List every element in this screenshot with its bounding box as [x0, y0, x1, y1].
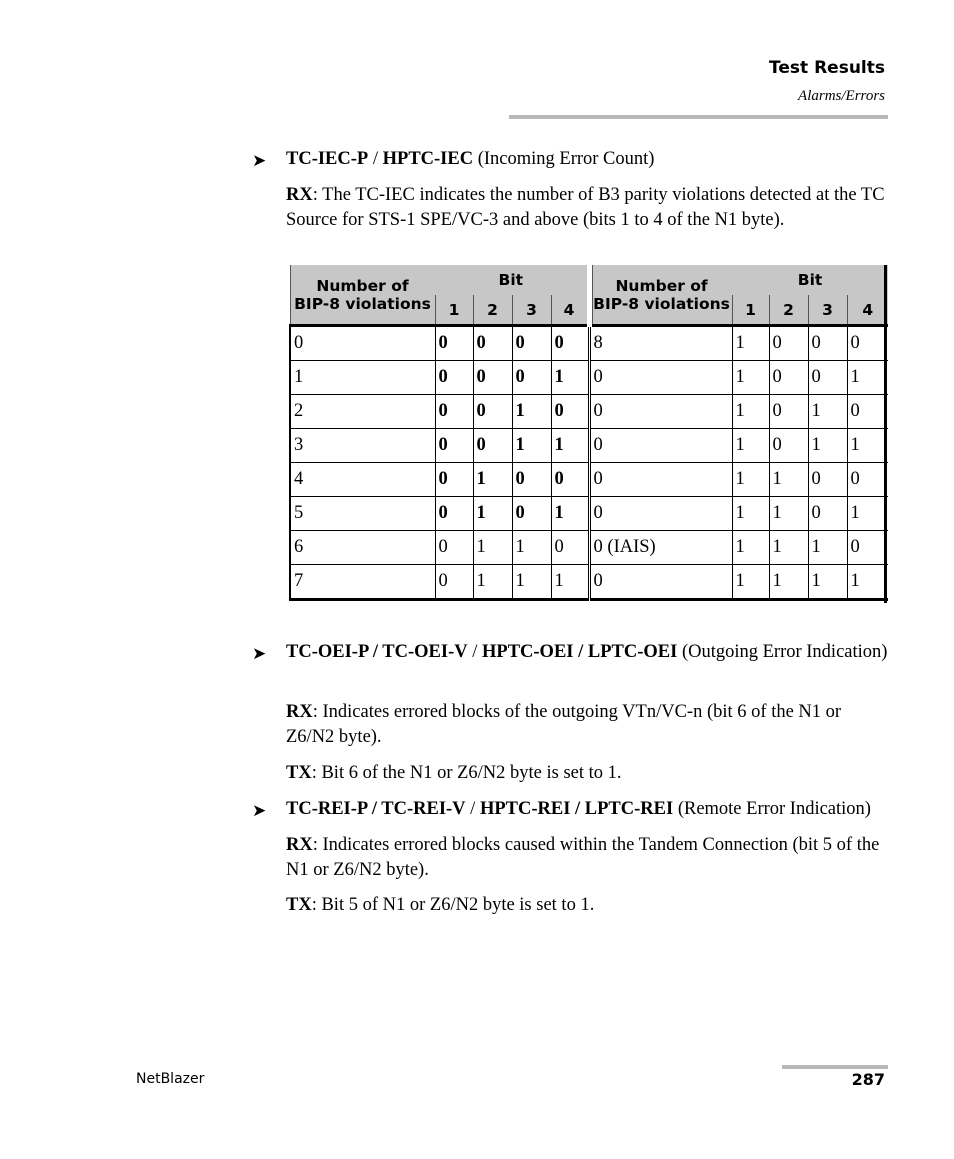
- bold-term: TC-OEI-P / TC-OEI-V: [286, 642, 468, 662]
- text-run: (Incoming Error Count): [473, 149, 655, 169]
- bold-term: RX: [286, 185, 313, 205]
- violation-count-cell: 6: [290, 531, 435, 565]
- bit-value-cell: 1: [732, 395, 769, 429]
- violation-count-cell: 8: [589, 326, 732, 361]
- text-run: (Outgoing Error Indication): [677, 642, 888, 662]
- bit-value-cell: 0: [808, 326, 847, 361]
- violation-count-cell: 3: [290, 429, 435, 463]
- bit-value-cell: 0: [808, 497, 847, 531]
- bit-value-cell: 0: [473, 326, 512, 361]
- bit-value-cell: 0: [473, 429, 512, 463]
- bit-value-cell: 0: [435, 361, 473, 395]
- text-run: : Bit 5 of N1 or Z6/N2 byte is set to 1.: [311, 895, 595, 915]
- bit-value-cell: 0: [512, 463, 551, 497]
- table-row: [290, 429, 888, 463]
- bit-value-cell: 1: [512, 565, 551, 600]
- bullet-arrow-icon: ➤: [252, 644, 267, 663]
- violation-count-cell: 2: [290, 395, 435, 429]
- bit-value-cell: 0: [512, 361, 551, 395]
- bit-value-cell: 1: [551, 361, 589, 395]
- table-row: [290, 531, 888, 565]
- bit-value-cell: 0: [769, 361, 808, 395]
- bit-value-cell: 1: [769, 463, 808, 497]
- section-heading-tc-iec: [286, 147, 891, 172]
- section-paragraph-tx-tc-rei: [286, 893, 891, 918]
- bit-value-cell: 1: [847, 429, 888, 463]
- violation-count-cell: 1: [290, 361, 435, 395]
- bit-value-cell: 1: [473, 497, 512, 531]
- bit-number-header: 4: [551, 295, 589, 326]
- column-header-bit-left: Bit: [435, 265, 589, 295]
- text-run: : The TC-IEC indicates the number of B3 parity violations detected at the TC Source for STS-1 SPE/VC-3 and above (bits 1 to 4 of the N1 byte).: [286, 185, 885, 230]
- bullet-arrow-icon: ➤: [252, 801, 267, 820]
- bit-value-cell: 1: [551, 497, 589, 531]
- footer-page-number: 287: [851, 1070, 885, 1089]
- bit-value-cell: 1: [769, 531, 808, 565]
- column-header-violations-right: Number of BIP-8 violations: [589, 265, 732, 326]
- bold-term: HPTC-OEI / LPTC-OEI: [482, 642, 678, 662]
- bit-value-cell: 0: [473, 361, 512, 395]
- bit-value-cell: 0: [435, 463, 473, 497]
- bit-value-cell: 1: [808, 531, 847, 565]
- text-run: : Indicates errored blocks of the outgoing VTn/VC-n (bit 6 of the N1 or Z6/N2 byte).: [286, 702, 842, 747]
- violation-count-cell: 4: [290, 463, 435, 497]
- violation-count-cell: 0: [290, 326, 435, 361]
- violation-count-cell: 0: [589, 429, 732, 463]
- bold-term: TX: [286, 895, 312, 915]
- bit-value-cell: 1: [732, 531, 769, 565]
- bit-value-cell: 1: [473, 463, 512, 497]
- text-run: /: [368, 149, 383, 169]
- section-paragraph-rx-tc-oei: [286, 700, 891, 749]
- bit-value-cell: 0: [551, 395, 589, 429]
- section-heading-tc-oei: [286, 640, 891, 665]
- violation-count-cell: 0: [589, 361, 732, 395]
- bit-value-cell: 1: [808, 565, 847, 600]
- column-header-bit-right: Bit: [732, 265, 888, 295]
- table-row: [290, 497, 888, 531]
- violation-count-cell: 0: [589, 497, 732, 531]
- bit-value-cell: 0: [808, 463, 847, 497]
- bit-value-cell: 1: [847, 565, 888, 600]
- bit-value-cell: 0: [808, 361, 847, 395]
- bit-value-cell: 0: [435, 565, 473, 600]
- violation-count-cell: 7: [290, 565, 435, 600]
- bit-number-header: 3: [512, 295, 551, 326]
- text-run: (Remote Error Indication): [673, 799, 871, 819]
- bit-number-header: 1: [435, 295, 473, 326]
- bit-value-cell: 0: [512, 497, 551, 531]
- violation-count-cell: 5: [290, 497, 435, 531]
- bold-term: HPTC-IEC: [382, 149, 474, 169]
- violation-count-cell: 0 (IAIS): [589, 531, 732, 565]
- table-row: [290, 326, 888, 361]
- bit-value-cell: 0: [435, 531, 473, 565]
- text-run: /: [465, 799, 480, 819]
- bit-value-cell: 0: [473, 395, 512, 429]
- bip-violations-table: [289, 265, 888, 601]
- header-rule: [509, 115, 888, 119]
- bold-term: TC-REI-P / TC-REI-V: [286, 799, 466, 819]
- bit-value-cell: 1: [551, 565, 589, 600]
- section-paragraph-rx-tc-rei: [286, 833, 891, 882]
- bit-value-cell: 0: [847, 531, 888, 565]
- bit-value-cell: 1: [473, 531, 512, 565]
- bit-number-header: 2: [473, 295, 512, 326]
- bit-value-cell: 1: [551, 429, 589, 463]
- bit-value-cell: 1: [732, 361, 769, 395]
- bit-value-cell: 0: [435, 497, 473, 531]
- footer-product-name: NetBlazer: [136, 1071, 205, 1087]
- bit-value-cell: 1: [732, 565, 769, 600]
- bit-value-cell: 0: [769, 395, 808, 429]
- bit-value-cell: 0: [551, 531, 589, 565]
- bit-value-cell: 1: [769, 497, 808, 531]
- bit-value-cell: 1: [512, 531, 551, 565]
- bold-term: RX: [286, 835, 313, 855]
- bit-value-cell: 0: [435, 429, 473, 463]
- table-row: [290, 395, 888, 429]
- bit-value-cell: 1: [732, 326, 769, 361]
- bit-value-cell: 1: [732, 463, 769, 497]
- table-right-border: [884, 265, 887, 603]
- bit-value-cell: 0: [847, 326, 888, 361]
- bit-value-cell: 0: [847, 463, 888, 497]
- section-paragraph-tx-tc-oei: [286, 761, 891, 786]
- table-row: [290, 361, 888, 395]
- bit-value-cell: 0: [551, 463, 589, 497]
- bit-value-cell: 0: [769, 326, 808, 361]
- section-paragraph-rx-tc-iec: [286, 183, 891, 232]
- bit-value-cell: 0: [769, 429, 808, 463]
- bullet-arrow-icon: ➤: [252, 151, 267, 170]
- bit-number-header: 4: [847, 295, 888, 326]
- bit-value-cell: 0: [435, 326, 473, 361]
- table-row: [290, 463, 888, 497]
- page-header-subtitle: Alarms/Errors: [798, 88, 885, 104]
- bold-term: TC-IEC-P: [286, 149, 369, 169]
- table-row: [290, 565, 888, 600]
- bit-value-cell: 0: [551, 326, 589, 361]
- bit-value-cell: 0: [847, 395, 888, 429]
- text-run: : Indicates errored blocks caused within the Tandem Connection (bit 5 of the N1 or Z6/N2 byte).: [286, 835, 880, 880]
- bit-value-cell: 1: [512, 395, 551, 429]
- bit-number-header: 1: [732, 295, 769, 326]
- footer-rule: [782, 1065, 888, 1069]
- violation-count-cell: 0: [589, 565, 732, 600]
- bit-value-cell: 1: [808, 429, 847, 463]
- bold-term: HPTC-REI / LPTC-REI: [479, 799, 674, 819]
- violation-count-cell: 0: [589, 395, 732, 429]
- text-run: /: [467, 642, 482, 662]
- bit-value-cell: 0: [512, 326, 551, 361]
- violation-count-cell: 0: [589, 463, 732, 497]
- bold-term: RX: [286, 702, 313, 722]
- bit-value-cell: 1: [847, 361, 888, 395]
- bold-term: TX: [286, 763, 312, 783]
- bit-number-header: 3: [808, 295, 847, 326]
- bit-value-cell: 1: [732, 429, 769, 463]
- bit-value-cell: 1: [769, 565, 808, 600]
- column-header-violations-left: Number of BIP-8 violations: [290, 265, 435, 326]
- section-heading-tc-rei: [286, 797, 891, 822]
- bit-number-header: 2: [769, 295, 808, 326]
- text-run: : Bit 6 of the N1 or Z6/N2 byte is set to 1.: [311, 763, 622, 783]
- bit-value-cell: 1: [808, 395, 847, 429]
- bit-value-cell: 0: [435, 395, 473, 429]
- bit-value-cell: 1: [732, 497, 769, 531]
- bit-value-cell: 1: [847, 497, 888, 531]
- bit-value-cell: 1: [512, 429, 551, 463]
- page-header-title: Test Results: [769, 58, 885, 78]
- bit-value-cell: 1: [473, 565, 512, 600]
